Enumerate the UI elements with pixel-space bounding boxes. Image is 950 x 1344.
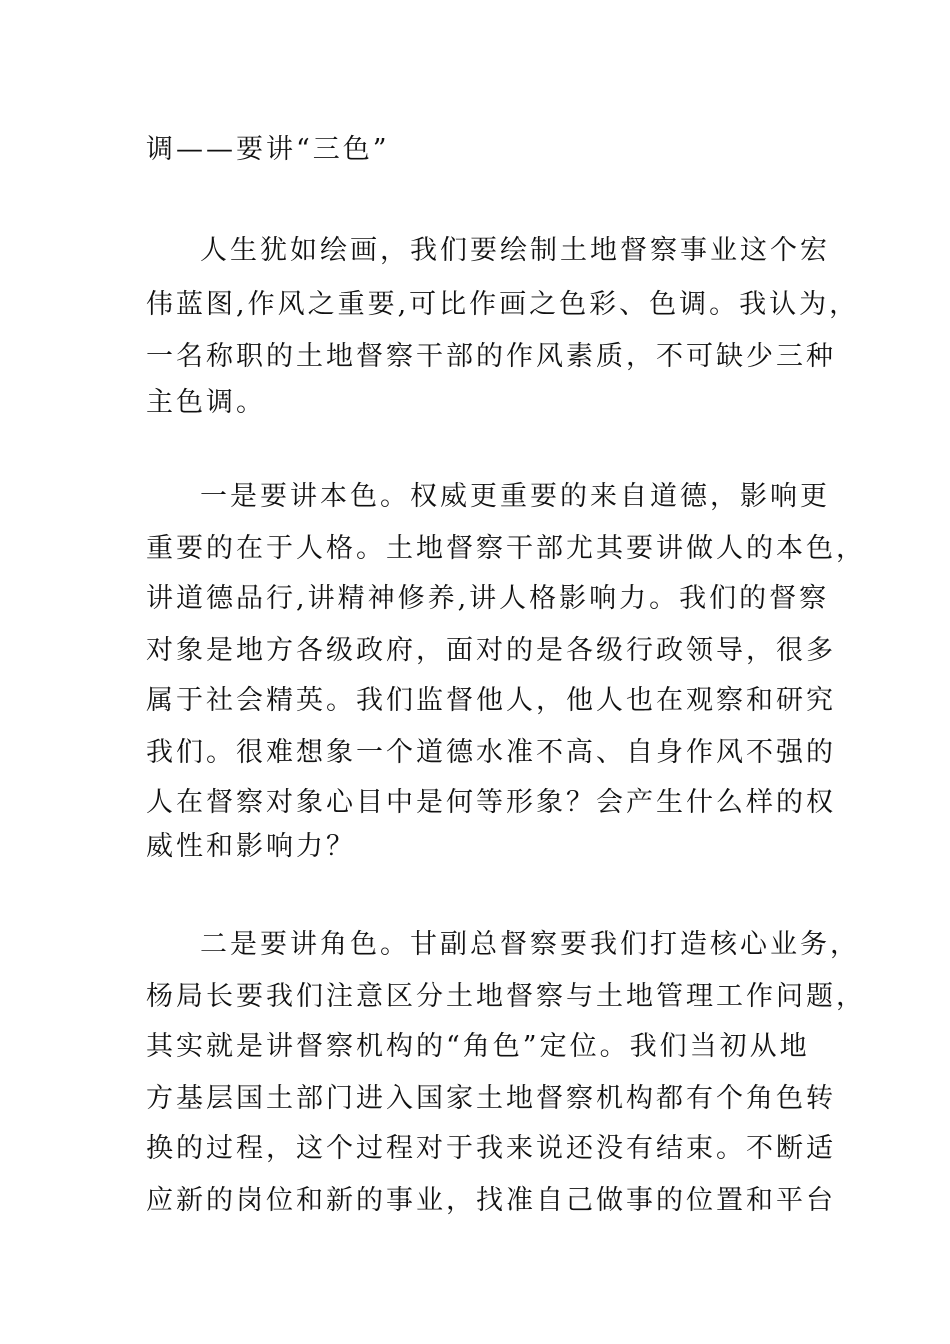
paragraph-line: 威性和影响力？ (146, 831, 356, 862)
paragraph-line: 伟蓝图,作风之重要,可比作画之色彩、色调。我认为， (146, 289, 860, 320)
paragraph-line: 人在督察对象心目中是何等形象？会产生什么样的权 (146, 787, 836, 818)
paragraph-line: 讲道德品行,讲精神修养,讲人格影响力。我们的督察 (146, 583, 830, 614)
paragraph-line: 人生犹如绘画，我们要绘制土地督察事业这个宏 (200, 235, 830, 266)
paragraph-line: 重要的在于人格。土地督察干部尤其要讲做人的本色， (146, 533, 866, 564)
paragraph-line: 主色调。 (146, 387, 266, 418)
paragraph-line: 应新的岗位和新的事业，找准自己做事的位置和平台 (146, 1185, 836, 1216)
paragraph-line: 二是要讲角色。甘副总督察要我们打造核心业务， (200, 929, 860, 960)
paragraph-line: 对象是地方各级政府，面对的是各级行政领导，很多 (146, 635, 836, 666)
paragraph-line: 方基层国土部门进入国家土地督察机构都有个角色转 (146, 1083, 836, 1114)
document-heading: 调——要讲“三色” (146, 134, 390, 165)
paragraph-line: 杨局长要我们注意区分土地督察与土地管理工作问题， (146, 981, 866, 1012)
paragraph-line: 我们。很难想象一个道德水准不高、自身作风不强的 (146, 737, 836, 768)
paragraph-line: 一是要讲本色。权威更重要的来自道德，影响更 (200, 481, 830, 512)
paragraph-line: 一名称职的土地督察干部的作风素质，不可缺少三种 (146, 341, 836, 372)
paragraph-line: 换的过程，这个过程对于我来说还没有结束。不断适 (146, 1133, 836, 1164)
paragraph-line: 属于社会精英。我们监督他人，他人也在观察和研究 (146, 685, 836, 716)
paragraph-line: 其实就是讲督察机构的“角色”定位。我们当初从地 (146, 1031, 810, 1062)
